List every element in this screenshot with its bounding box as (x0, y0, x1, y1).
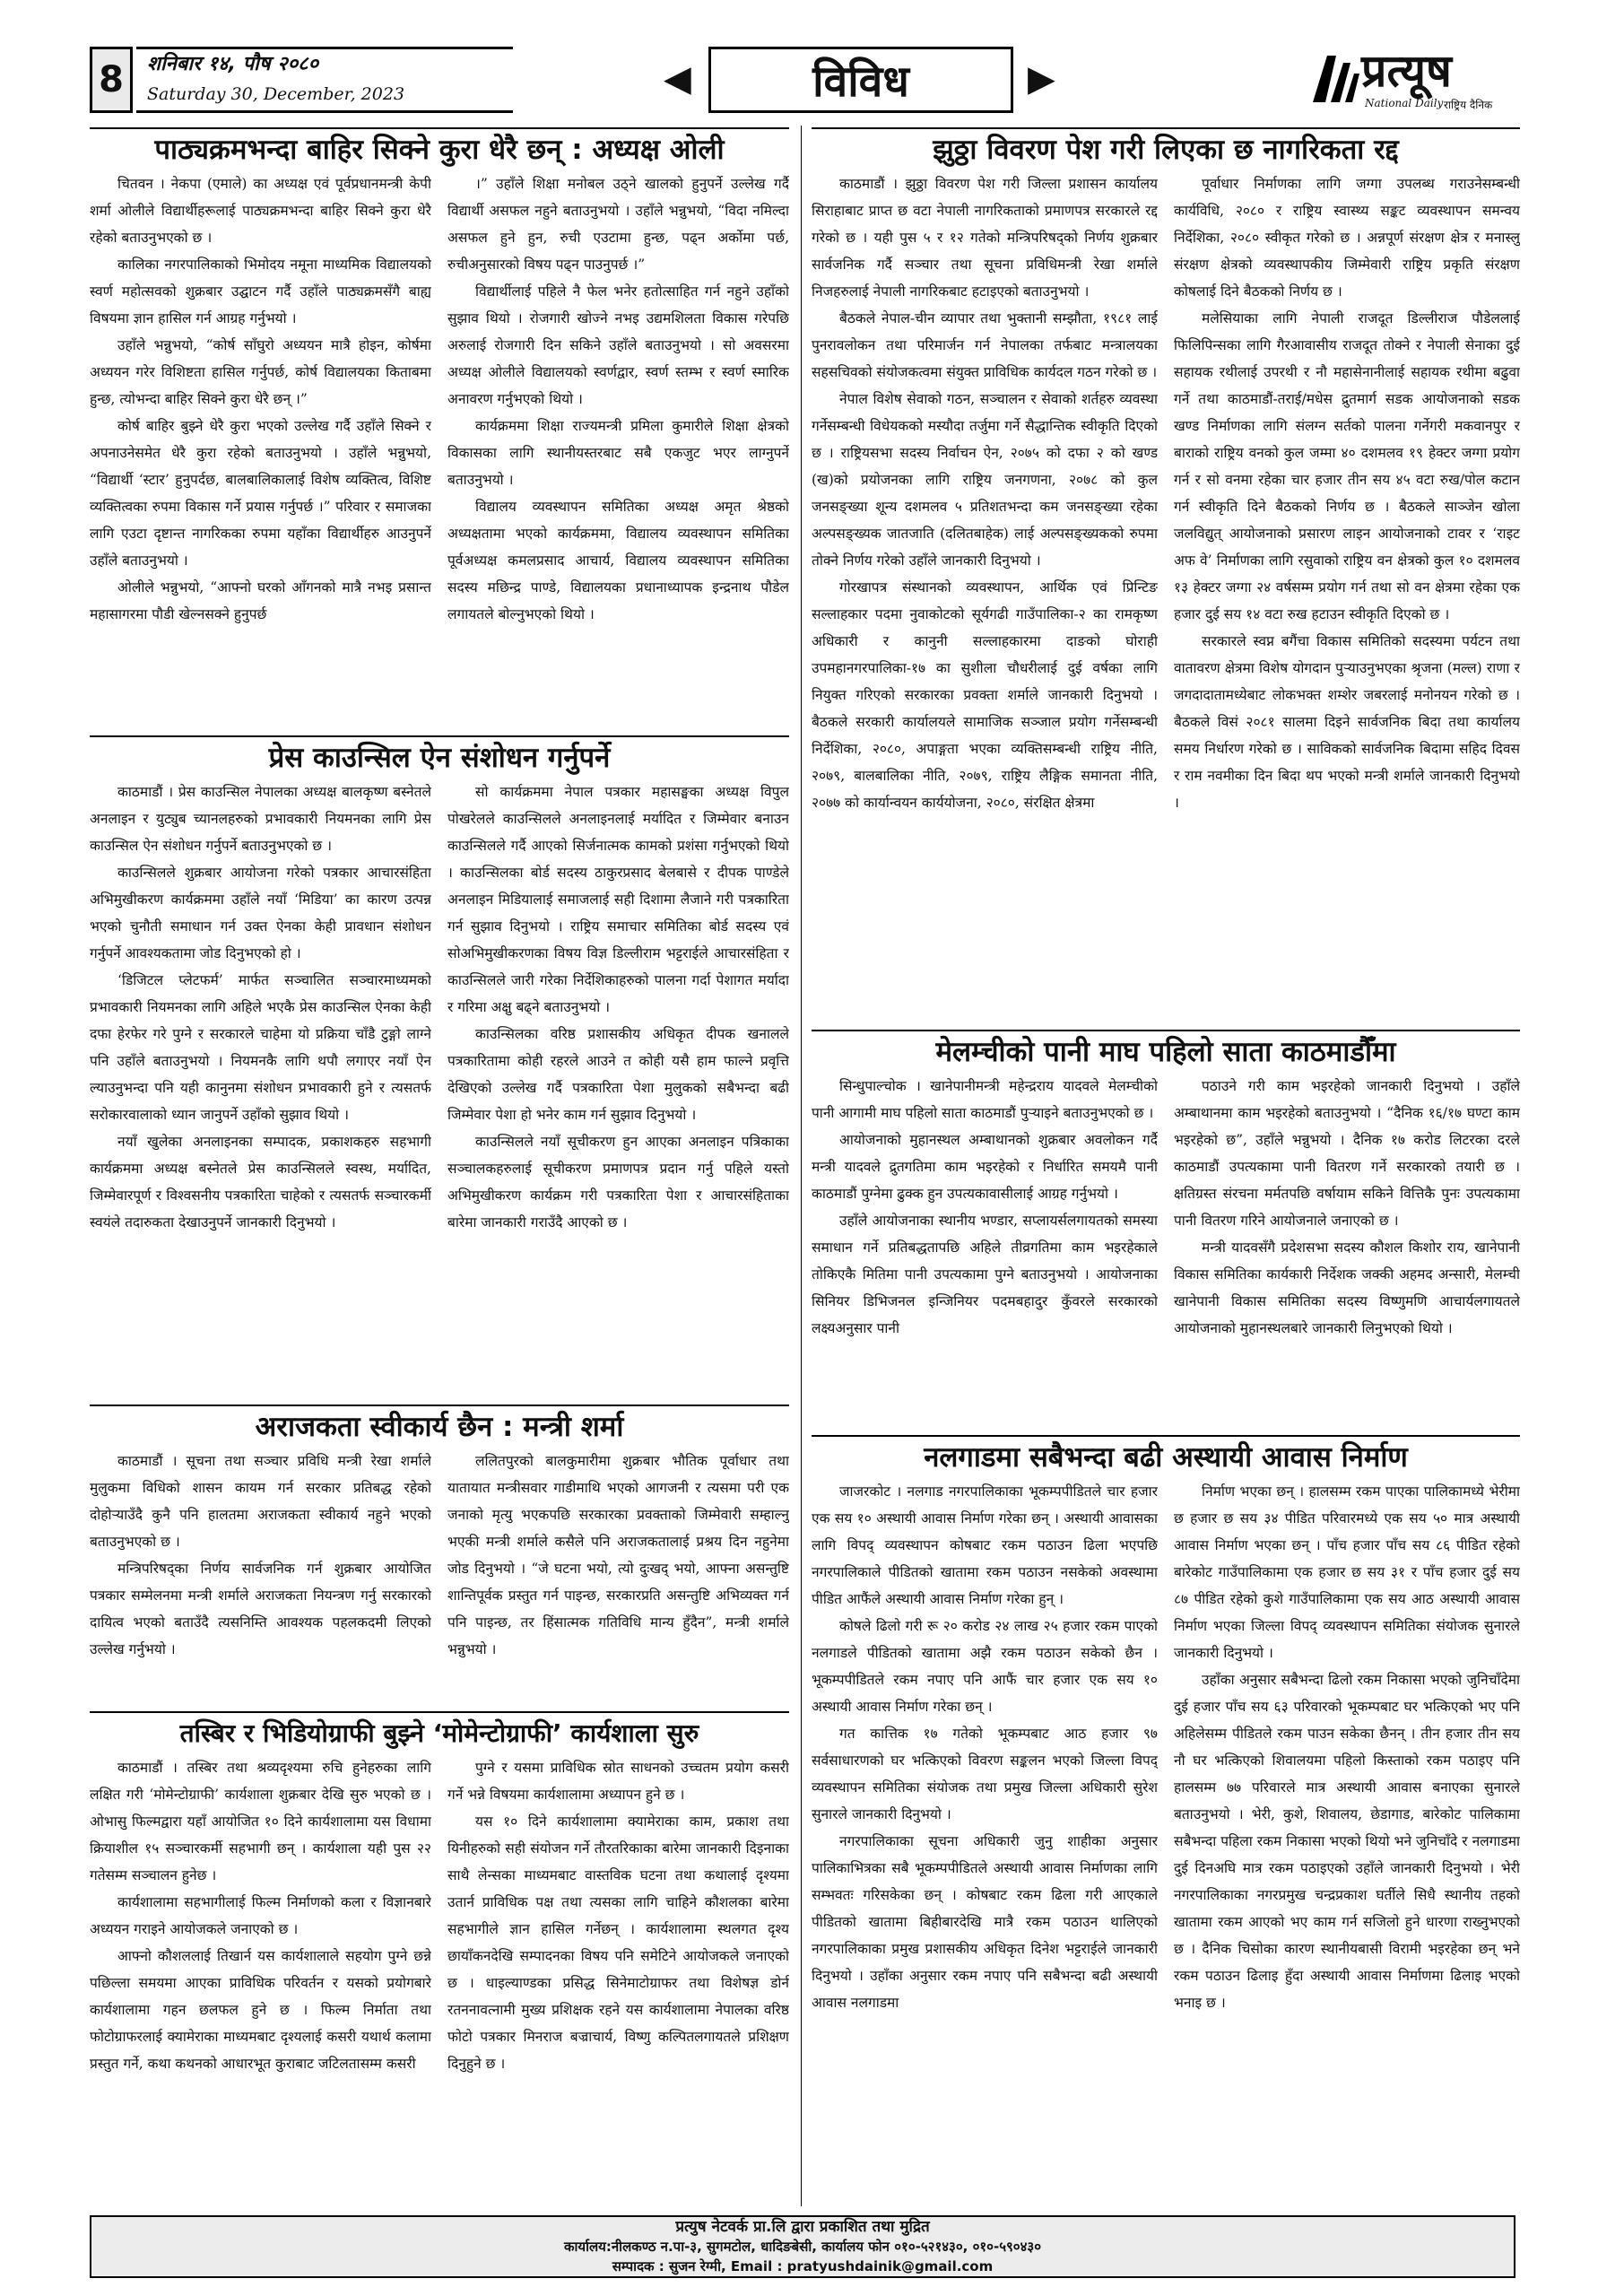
date-nepali: शनिबार १४, पौष २०८० (147, 53, 319, 75)
arrow-right-icon: ▶ (1028, 58, 1055, 100)
paragraph: निर्माण भएका छन् । हालसम्म रकम पाएका पालिकामध्ये भेरीमा छ हजार छ सय ३४ पीडित परिवारमध्ये एक सय ५० मात्र अस्थायी आवास निर्माण भएका छन् । पाँच हजार पाँच सय ८६ पीडित रहेको बारेकोट गाउँपालिकामा एक हजार छ सय ३१ र पाँच हजार दुई सय ८७ पीडित रहेको कुशे गाउँपालिकामा एक सय आठ अस्थायी आवास निर्माण भएका जिल्ला विपद् व्यवस्थापन समितिका संयोजक सुनारले जानकारी दिनुभयो । (1174, 1483, 1520, 1661)
article-body (90, 1448, 789, 1717)
paragraph: काउन्सिलले नयाँ सूचीकरण हुन आएका अनलाइन पत्रिकाका सञ्चालकहरुलाई सूचीकरण प्रमाणपत्र प्रदान गर्नु पहिले यस्तो अभिमुखीकरण कार्यक्रम गरी पत्रकारिता पेशा र आचारसंहिताका बारेमा जानकारी गराउँदै आएको छ । (447, 1134, 789, 1231)
paragraph: कालिका नगरपालिकाको भिमोदय नमूना माध्यमिक विद्यालयको स्वर्ण महोत्सवको शुक्रबार उद्घाटन गर्दै उहाँले पाठ्यक्रमसँगै बाह्य विषयमा ज्ञान हासिल गर्न आग्रह गर्नुभयो । (90, 257, 431, 326)
paragraph: ‘डिजिटल प्लेटफर्म’ मार्फत सञ्चालित सञ्चारमाध्यमको प्रभावकारी नियमनका लागि अहिले भएकै प्रेस काउन्सिल ऐनका केही दफा हेरफेर गरे पुग्ने र सरकारले चाहेमा यो प्रक्रिया चाँडै टुङ्गो लाग्ने पनि उहाँले बताउनुभयो । नियमनकै लागि थपौ लगाएर नयाँ ऐन ल्याउनुभन्दा पनि यही कानुनमा संशोधन प्रभावकारी हुने र त्यसतर्फ सरोकारवालाको ध्यान जानुपर्ने उहाँको सुझाव थियो । (90, 972, 431, 1123)
logo-tagline-np: राष्ट्रिय दैनिक (1444, 99, 1493, 111)
date-english: Saturday 30, December, 2023 (147, 84, 405, 104)
article-column (90, 1754, 431, 2203)
article-body (90, 1754, 789, 2203)
paragraph: कोषले ढिलो गरी रू २० करोड २४ लाख २५ हजार रकम पाएको नलगाडले पीडितको खातामा अझै रकम पठाउन सकेको छैन । भूकम्पपीडितले रकम नपाए पनि आफैं चार हजार एक सय १० अस्थायी आवास निर्माण गरेका छन् । (812, 1618, 1158, 1715)
headline: प्रेस काउन्सिल ऐन संशोधन गर्नुपर्ने (90, 735, 789, 778)
article-body (90, 170, 789, 744)
paragraph: नगरपालिकाका सूचना अधिकारी जुनु शाहीका अनुसार पालिकाभित्रका सबै भूकम्पपीडितले अस्थायी आवास निर्माणका लागि सम्भवतः गरिसकेका छन् । कोषबाट रकम ढिला गरी आएकाले पीडितको खातामा बिहीबारदेखि मात्रै रकम पठाउन थालिएको नगरपालिकाका प्रमुख प्रशासकीय अधिकृत दिनेश भट्टराईले जानकारी दिनुभयो । उहाँका अनुसार रकम नपाए पनि सबैभन्दा बढी अस्थायी आवास नलगाडमा (812, 1833, 1158, 2011)
paragraph: ओलीले भन्नुभयो, “आफ्नो घरको आँगनको मात्रै नभइ प्रसान्त महासागरमा पौडी खेल्नसक्ने हुनुपर्छ (90, 579, 431, 622)
paragraph: उहाँले आयोजनाका स्थानीय भण्डार, सप्लायर्सलगायतको समस्या समाधान गर्ने प्रतिबद्धतापछि अहिले तीव्रगतिमा काम भइरहेकाले तोकिएकै मितिमा पानी उपत्यकामा पुग्ने बताउनुभयो । आयोजनाका सिनियर डिभिजनल इन्जिनियर पदमबहादुर कुँवरले सरकारको लक्ष्यअनुसार पानी (812, 1213, 1158, 1336)
article-oli (90, 127, 789, 744)
article-workshop (90, 1711, 789, 2203)
article-column (1174, 170, 1520, 1004)
paragraph: गोरखापत्र संस्थानको व्यवस्थापन, आर्थिक एवं प्रिन्टिङ सल्लाहकार पदमा नुवाकोटको सूर्यगढी गाउँपालिका-२ का रामकृष्ण अधिकारी र कानुनी सल्लाहकारमा दाङको घोराही उपमहानगरपालिका-१७ का सुशीला चौधरीलाई दुई वर्षका लागि नियुक्त गरिएको सरकारका प्रवक्ता शर्माले जानकारी दिनुभयो । बैठकले सरकारी कार्यालयले सामाजिक सञ्जाल प्रयोग गर्नेसम्बन्धी निर्देशिका, २०८०, अपाङ्गता भएका व्यक्तिसम्बन्धी राष्ट्रिय नीति, २०७९, बालबालिका नीति, २०७९, राष्ट्रिय लैङ्गिक समानता नीति, २०७७ को कार्यान्वयन कार्ययोजना, २०८०, संरक्षित क्षेत्रमा (812, 579, 1158, 811)
article-anarchy (90, 1405, 789, 1717)
paragraph: पठाउने गरी काम भइरहेको जानकारी दिनुभयो । उहाँले अम्बाथानमा काम भइरहेको बताउनुभयो । “दैनिक १६/१७ घण्टा काम भइरहेको छ”, उहाँले भन्नुभयो । दैनिक १७ करोड लिटरका दरले काठमाडौं उपत्यकामा पानी वितरण गर्ने सरकारको तयारी छ । क्षतिग्रस्त संरचना मर्मतपछि वर्षायाम सकिने वित्तिकै पुनः उपत्यकामा पानी वितरण गरिने आयोजनाले जनाएको छ । (1174, 1078, 1520, 1229)
paragraph: चितवन । नेकपा (एमाले) का अध्यक्ष एवं पूर्वप्रधानमन्त्री केपी शर्मा ओलीले विद्यार्थीहरूलाई पाठ्यक्रमभन्दा बाहिर सिक्ने कुरा धेरै रहेको बताउनुभएको छ । (90, 176, 431, 246)
paragraph: कार्यक्रममा शिक्षा राज्यमन्त्री प्रमिला कुमारीले शिक्षा क्षेत्रको विकासका लागि स्थानीयस्तरबाट सबै एकजुट भएर लाग्नुपर्ने बताउनुभयो । (447, 418, 789, 488)
paragraph: मलेसियाका लागि नेपाली राजदूत डिल्लीराज पौडेललाई फिलिपिन्सका लागि गैरआवासीय राजदूत तोक्ने र नेपाली सेनाका दुई सहायक रथीलाई उपरथी र नौ महासेनानीलाई सहायक रथीमा बढुवा गर्ने तथा काठमाडौं-तराई/मधेस द्रुतमार्ग सडक आयोजनाको सडक खण्ड निर्माणका लागि संलग्न सर्तको पालना गर्नेगरी मकवानपुर र बाराको राष्ट्रिय वनको कुल जम्मा ४० दशमलव १९ हेक्टर जग्गा प्रयोग गर्न र सो वनमा रहेका चार हजार तीन सय ४५ वटा रुख/पोल कटान गर्न स्वीकृति दिने बैठकको निर्णय छ । बैठकले साञ्जेन खोला जलविद्युत् आयोजनाको प्रसारण लाइन आयोजनाको टावर र ‘राइट अफ वे’ निर्माणका लागि रसुवाको राष्ट्रिय वन क्षेत्रको कुल १० दशमलव १३ हेक्टर जग्गा २४ वर्षसम्म प्रयोग गर्न तथा सो वन क्षेत्रमा रहेका एक हजार दुई सय १४ वटा रुख हटाउन स्वीकृति दिएको छ । (1174, 310, 1520, 622)
office-address-line: कार्यालय:नीलकण्ठ न.पा-३, सुगमटोल, धादिङबेसी, कार्यालय फोन ०१०-५२१४३०, ०१०-५९०४३० (564, 2239, 1041, 2255)
paragraph: कोर्ष बाहिर बुझ्ने धेरै कुरा भएको उल्लेख गर्दै उहाँले सिक्ने र अपनाउनेसमेत धेरै कुरा रहेको बताउनुभयो । उहाँले भन्नुभयो, “विद्यार्थी ‘स्टार’ हुनुपर्दछ, बालबालिकालाई विशेष व्यक्तित्व, विशिष्ट व्यक्तित्वका रुपमा विकास गर्ने प्रयास गर्नुपर्छ ।” परिवार र समाजका लागि एउटा दृष्टान्त नागरिकका रुपमा यहाँका विद्यार्थीहरु आउनुपर्ने उहाँले बताउनुभयो । (90, 418, 431, 569)
paragraph: पुग्ने र यसमा प्राविधिक स्रोत साधनको उच्चतम प्रयोग कसरी गर्ने भन्ने विषयमा कार्यशालामा अध्यापन हुने छ । (447, 1760, 789, 1803)
paragraph: यस १० दिने कार्यशालामा क्यामेराका काम, प्रकाश तथा यिनीहरुको सही संयोजन गर्ने तौरतरिकाका बारेमा जानकारी दिइनाका साथै लेन्सका माध्यमबाट वास्तविक घटना तथा कथालाई दृश्यमा उतार्न प्राविधिक पक्ष तथा त्यसका लागि चाहिने कौशलका बारेमा सहभागीले ज्ञान हासिल गर्नेछन् । कार्यशालामा स्थलगत दृश्य छायाँकनदेखि सम्पादनका विषय पनि समेटिने आयोजकले जनाएको छ । धाइल्याण्डका प्रसिद्ध सिनेमाटोग्राफर तथा विशेषज्ञ डोर्न रतननावत्नामी मुख्य प्रशिक्षक रहने यस कार्यशालामा नेपालका वरिष्ठ फोटो पत्रकार मिनराज बज्राचार्य, विष्णु कल्पितलगायतले प्रशिक्षण दिनुहुने छ । (447, 1813, 789, 2072)
page-number: 8 (90, 47, 133, 113)
paragraph: आफ्नो कौशललाई तिखार्न यस कार्यशालाले सहयोग पुग्ने छन्ने पछिल्ला समयमा आएका प्राविधिक परिवर्तन र यसको प्रयोगबारे कार्यशालामा गहन छलफल हुने छ । फिल्म निर्माता तथा फोटोग्राफरलाई क्यामेराका माध्यमबाट दृश्यलाई कसरी यथार्थ कलामा प्रस्तुत गर्ने, कथा कथनको आधारभूत कुराबाट जटिलतासम्म कसरी (90, 1948, 431, 2072)
paragraph: ललितपुरको बालकुमारीमा शुक्रबार भौतिक पूर्वाधार तथा यातायात मन्त्रीसवार गाडीमाथि भएको आगजनी र त्यसमा परी एक जनाको मृत्यु भएकपछि सरकारका प्रवक्ताको जिम्मेवारी सम्हाल्नु भएकी मन्त्री शर्माले कसैले पनि अराजकतालाई प्रश्रय दिन नहुनेमा जोड दिनुभयो । “जे घटना भयो, त्यो दुःखद् भयो, आफ्ना असन्तुष्टि शान्तिपूर्वक प्रस्तुत गर्न पाइन्छ, सरकारप्रति असन्तुष्टि अभिव्यक्त गर्न पनि पाइन्छ, तर हिंसात्मक गतिविधि मान्य हुँदैन”, मन्त्री शर्माले भन्नुभयो । (447, 1453, 789, 1657)
paragraph: काउन्सिलका वरिष्ठ प्रशासकीय अधिकृत दीपक खनालले पत्रकारितामा कोही रहरले आउने त कोही यसै हाम फाल्ने प्रवृत्ति देखिएको उल्लेख गर्दै पत्रकारिता पेशा मुलुकको सबैभन्दा बढी जिम्मेवार पेशा हो भनेर काम गर्न सुझाव दिनुभयो । (447, 1026, 789, 1123)
paragraph: काठमाडौं । सूचना तथा सञ्चार प्रविधि मन्त्री रेखा शर्माले मुलुकमा विधिको शासन कायम गर्न सरकार प्रतिबद्ध रहेको दोहोऱ्याउँदै कुनै पनि हालतमा अराजकता स्वीकार्य नहुने भएको बताउनुभएको छ । (90, 1453, 431, 1550)
dateline (136, 47, 513, 113)
editor-email-line: सम्पादक : सुजन रेग्मी, Email : pratyushdainik@gmail.com (612, 2258, 994, 2274)
article-column (90, 170, 431, 744)
article-body (812, 1073, 1520, 1431)
logo-name: प्रत्यूष (1361, 45, 1452, 97)
paragraph: नेपाल विशेष सेवाको गठन, सञ्चालन र सेवाको शर्तहरु व्यवस्था गर्नेसम्बन्धी विधेयकको मस्यौदा तर्जुमा गर्ने सैद्धान्तिक स्वीकृति दिएको छ । राष्ट्रियसभा सदस्य निर्वाचन ऐन, २०७५ को दफा २ को खण्ड (ख)को प्रयोजनका लागि राष्ट्रिय जनगणना, २०७८ को कुल जनसङ्ख्या शून्य दशमलव ५ प्रतिशतभन्दा कम जनसङ्ख्या रहेका अल्पसङ्ख्यक जातजाति (दलितबाहेक) लाई अल्पसङ्ख्यकको रुपमा तोक्ने निर्णय गरेको उहाँले जानकारी दिनुभयो । (812, 391, 1158, 569)
headline: तस्बिर र भिडियोग्राफी बुझ्ने ‘मोमेन्टोग्राफी’ कार्यशाला सुरु (90, 1711, 789, 1754)
newspaper-logo (1309, 45, 1524, 117)
paragraph: मन्त्री यादवसँगै प्रदेशसभा सदस्य कौशल किशोर राय, खानेपानी विकास समितिका कार्यकारी निर्देशक जक्की अहमद अन्सारी, मेलम्ची खानेपानी विकास समितिका सदस्य विष्णुमणि आचार्यलगायतले आयोजनाको मुहानस्थलबारे जानकारी लिनुभएको थियो । (1174, 1239, 1520, 1336)
article-body (812, 170, 1520, 1004)
paragraph: उहाँले भन्नुभयो, “कोर्ष साँघुरो अध्ययन मात्रै होइन, कोर्षमा अध्ययन गरेर विशिष्टता हासिल गर्नुपर्छ, कोर्ष विद्यालयका किताबमा हुन्छ, त्योभन्दा बाहिर सिक्ने कुरा धेरै छन् ।” (90, 337, 431, 407)
paragraph: आयोजनाको मुहानस्थल अम्बाथानको शुक्रबार अवलोकन गर्दै मन्त्री यादवले द्रुतगतिमा काम भइरहेको र निर्धारित समयमै पानी काठमाडौं पुग्नेमा ढुक्क हुन उपत्यकावासीलाई आग्रह गर्नुभयो । (812, 1132, 1158, 1202)
imprint-footer (90, 2215, 1515, 2278)
paragraph: सो कार्यक्रममा नेपाल पत्रकार महासङ्घका अध्यक्ष विपुल पोखरेलले काउन्सिलले अनलाइनलाई मर्यादित र जिम्मेवार बनाउन काउन्सिलले गर्दै आएको सिर्जनात्मक कामको प्रशंसा गर्नुभएको थियो । काउन्सिलका बोर्ड सदस्य ठाकुरप्रसाद बेलबासे र दीपक पाण्डेले अनलाइन मिडियालाई समाजलाई सही दिशामा लैजाने गरी पत्रकारिता गर्न सुझाव दिनुभयो । राष्ट्रिय समाचार समितिका बोर्ड सदस्य एवं सोअभिमुखीकरणका विषय विज्ञ डिल्लीराम भट्टराईले आचारसंहिता र काउन्सिलले जारी गरेका निर्देशिकाहरुको पालना गर्दा पेशागत मर्यादा र गरिमा अक्षु बढ्ने बताउनुभयो । (447, 784, 789, 1015)
article-body (90, 778, 789, 1406)
paragraph: मन्त्रिपरिषद्का निर्णय सार्वजनिक गर्न शुक्रबार आयोजित पत्रकार सम्मेलनमा मन्त्री शर्माले अराजकता नियन्त्रण गर्नु सरकारको दायित्व भएको बताउँदै त्यसनिम्ति आवश्यक पहलकदमी लिएको उल्लेख गर्नुभयो । (90, 1561, 431, 1657)
paragraph: कार्यशालामा सहभागीलाई फिल्म निर्माणको कला र विज्ञानबारे अध्ययन गराइने आयोजकले जनाएको छ । (90, 1894, 431, 1937)
paragraph: विद्यार्थीलाई पहिले नै फेल भनेर हतोत्साहित गर्न नहुने उहाँको सुझाव थियो । रोजगारी खोज्ने नभइ उद्यमशिलता विकास गरेपछि अरुलाई रोजगारी दिन सकिने उहाँले बताउनुभयो । सो अवसरमा अध्यक्ष ओलीले विद्यालयको स्वर्णद्वार, स्वर्ण स्तम्भ र स्वर्ण स्मारिक अनावरण गर्नुभएको थियो । (447, 283, 789, 407)
article-column (1174, 1073, 1520, 1431)
paragraph: काठमाडौं । झुठ्ठा विवरण पेश गरी जिल्ला प्रशासन कार्यालय सिराहाबाट प्राप्त छ वटा नेपाली नागरिकताको प्रमाणपत्र सरकारले रद्द गरेको छ । यही पुस ५ र १२ गतेको मन्त्रिपरिषद्को निर्णय शुक्रबार सार्वजनिक गर्दै सञ्चार तथा सूचना प्रविधिमन्त्री रेखा शर्माले निजहरुलाई नेपाली नागरिकबाट हटाइएको बताउनुभयो । (812, 176, 1158, 300)
paragraph: नयाँ खुलेका अनलाइनका सम्पादक, प्रकाशकहरु सहभागी कार्यक्रममा अध्यक्ष बस्नेतले प्रेस काउन्सिलले स्वस्थ, मर्यादित, जिम्मेवारपूर्ण र विश्वसनीय पत्रकारिता चाहेको र त्यसतर्फ सञ्चारकर्मी स्वयंले तदारुकता देखाउनुपर्ने जानकारी दिनुभयो । (90, 1134, 431, 1231)
logo-emblem-icon (1309, 50, 1361, 106)
article-body (812, 1478, 1520, 2205)
article-column (90, 778, 431, 1406)
article-column (90, 1448, 431, 1717)
article-column (812, 170, 1158, 1004)
publisher-line: प्रत्युष नेटवर्क प्रा.लि द्वारा प्रकाशित तथा मुद्रित (675, 2218, 930, 2236)
article-column (447, 1448, 789, 1717)
headline: मेलम्चीको पानी माघ पहिलो साता काठमाडौँमा (812, 1030, 1520, 1073)
headline: झुठ्ठा विवरण पेश गरी लिएका छ नागरिकता रद्द (812, 127, 1520, 170)
paragraph: बैठकले नेपाल-चीन व्यापार तथा भुक्तानी सम्झौता, १९८१ लाई पुनरावलोकन तथा परिमार्जन गर्न नेपालका तर्फबाट मन्त्रालयका सहसचिवको संयोजकत्वमा संयुक्त प्राविधिक कार्यदल गठन गरेको छ । (812, 310, 1158, 380)
article-column (812, 1478, 1158, 2205)
article-column (1174, 1478, 1520, 2205)
paragraph: काठमाडौं । तस्बिर तथा श्रव्यदृश्यमा रुचि हुनेहरुका लागि लक्षित गरी ‘मोमेन्टोग्राफी’ कार्यशाला शुक्रबार देखि सुरु भएको छ । ओभासु फिल्मद्वारा यहाँ आयोजित १० दिने कार्यशालामा यस विधामा क्रियाशील १५ सञ्चारकर्मी सहभागी छन् । कार्यशाला यही पुस २२ गतेसम्म सञ्चालन हुनेछ । (90, 1760, 431, 1883)
paragraph: गत कात्तिक १७ गतेको भूकम्पबाट आठ हजार ९७ सर्वसाधारणको घर भत्किएको विवरण सङ्कलन भएको जिल्ला विपद् व्यवस्थापन समितिका संयोजक तथा प्रमुख जिल्ला अधिकारी सुरेश सुनारले जानकारी दिनुभयो । (812, 1726, 1158, 1822)
paragraph: काउन्सिलले शुक्रबार आयोजना गरेको पत्रकार आचारसंहिता अभिमुखीकरण कार्यक्रममा उहाँले नयाँ ‘मिडिया’ का कारण उत्पन्न भएको चुनौती समाधान गर्न उक्त ऐनका केही प्रावधान संशोधन गर्नुपर्ने आवश्यकतामा जोड दिनुभएको हो । (90, 865, 431, 961)
article-column (447, 170, 789, 744)
article-citizenship (812, 127, 1520, 1004)
paragraph: सिन्धुपाल्चोक । खानेपानीमन्त्री महेन्द्रराय यादवले मेलम्चीको पानी आगामी माघ पहिलो साता काठमाडौं पुऱ्याइने बताउनुभएको छ । (812, 1078, 1158, 1121)
article-melamchi (812, 1030, 1520, 1431)
article-column (812, 1073, 1158, 1431)
paragraph: सरकारले स्वप्न बगैंचा विकास समितिको सदस्यमा पर्यटन तथा वातावरण क्षेत्रमा विशेष योगदान पुऱ्याउनुभएका श्रृजना (मल्ल) राणा र जगदादातामध्येबाट लोकभक्त शम्शेर जबरलाई मनोनयन गरेको छ । बैठकले विसं २०८१ सालमा दिइने सार्वजनिक बिदा तथा कार्यालय समय निर्धारण गरेको छ । साविकको सार्वजनिक बिदामा सहिद दिवस र राम नवमीका दिन बिदा थप भएको मन्त्री शर्माले जानकारी दिनुभयो । (1174, 633, 1520, 811)
article-nalgad (812, 1435, 1520, 2205)
headline: पाठ्यक्रमभन्दा बाहिर सिक्ने कुरा धेरै छन् : अध्यक्ष ओली (90, 127, 789, 170)
paragraph: ।” उहाँले शिक्षा मनोबल उठ्ने खालको हुनुपर्ने उल्लेख गर्दै विद्यार्थी असफल नहुने बताउनुभयो । उहाँले भन्नुभयो, “विदा नमिल्दा असफल हुने हुन, रुची एउटामा हुन्छ, पढ्न अर्कोमा पर्छ, रुचीअनुसारको विषय पढ्न पाउनुपर्छ ।” (447, 176, 789, 273)
arrow-left-icon: ◀ (664, 58, 691, 100)
headline: नलगाडमा सबैभन्दा बढी अस्थायी आवास निर्माण (812, 1435, 1520, 1478)
paragraph: काठमाडौं । प्रेस काउन्सिल नेपालका अध्यक्ष बालकृष्ण बस्नेतले अनलाइन र युट्युब च्यानलहरुको प्रभावकारी नियमनका लागि प्रेस काउन्सिल ऐन संशोधन गर्नुपर्ने बताउनुभएको छ । (90, 784, 431, 854)
headline: अराजकता स्वीकार्य छैन : मन्त्री शर्मा (90, 1405, 789, 1448)
logo-tagline-en: National Daily (1365, 97, 1444, 109)
column-divider (801, 126, 802, 2206)
section-title: विविध (708, 47, 1013, 113)
paragraph: पूर्वाधार निर्माणका लागि जग्गा उपलब्ध गराउनेसम्बन्धी कार्यविधि, २०८० र राष्ट्रिय स्वास्थ्य सङ्कट व्यवस्थापन समन्वय निर्देशिका, २०८० स्वीकृत गरेको छ । अन्नपूर्ण संरक्षण क्षेत्र र मनास्लु संरक्षण क्षेत्रको व्यवस्थापकीय जिम्मेवारी राष्ट्रिय प्रकृति संरक्षण कोषलाई दिने बैठकको निर्णय छ । (1174, 176, 1520, 300)
paragraph: जाजरकोट । नलगाड नगरपालिकाका भूकम्पपीडितले चार हजार एक सय १० अस्थायी आवास निर्माण गरेका छन् । अस्थायी आवासका लागि विपद् व्यवस्थापन कोषबाट रकम पठाउन ढिला भएपछि नगरपालिकाले पीडितको खातामा रकम पठाउन नसकेको अवस्थामा पीडित आफैंले अस्थायी आवास निर्माण गरेका हुन् । (812, 1483, 1158, 1607)
article-column (447, 1754, 789, 2203)
masthead (90, 47, 1524, 118)
article-column (447, 778, 789, 1406)
article-press-council (90, 735, 789, 1406)
paragraph: विद्यालय व्यवस्थापन समितिका अध्यक्ष अमृत श्रेष्ठको अध्यक्षतामा भएको कार्यक्रममा, विद्यालय व्यवस्थापन समितिका पूर्वअध्यक्ष कमलप्रसाद आचार्य, विद्यालय व्यवस्थापन समितिका सदस्य मछिन्द्र पाण्डे, विद्यालयका प्रधानाध्यापक इन्द्रनाथ पौडेल लगायतले बोल्नुभएको थियो । (447, 499, 789, 622)
paragraph: उहाँका अनुसार सबैभन्दा ढिलो रकम निकासा भएको जुनिचाँदेमा दुई हजार पाँच सय ६३ परिवारको भूकम्पबाट घर भत्किएको भए पनि अहिलेसम्म पीडितले रकम पाउन सकेका छैनन् । तीन हजार तीन सय नौ घर भत्किएको शिवालयमा पहिलो किस्ताको रकम पठाइए पनि हालसम्म ७७ परिवारले मात्र अस्थायी आवास बनाएका सुनारले बताउनुभयो । भेरी, कुशे, शिवालय, छेडागाड, बारेकोट पालिकामा सबैभन्दा पहिला रकम निकासा भएको थियो भने जुनिचाँदे र नलगाडमा दुई दिनअघि मात्र रकम पठाइएको उहाँले जानकारी दिनुभयो । भेरी नगरपालिकाका नगरप्रमुख चन्द्रप्रकाश घर्तीले सिधै स्थानीय तहको खातामा रकम आएको भए काम गर्न सजिलो हुने धारणा राख्नुभएको छ । दैनिक चिसोका कारण स्थानीयबासी विरामी भइरहेका छन् भने रकम पठाउन ढिलाइ हुँदा अस्थायी आवास निर्माणमा ढिलाइ भएको भनाइ छ । (1174, 1672, 1520, 2011)
